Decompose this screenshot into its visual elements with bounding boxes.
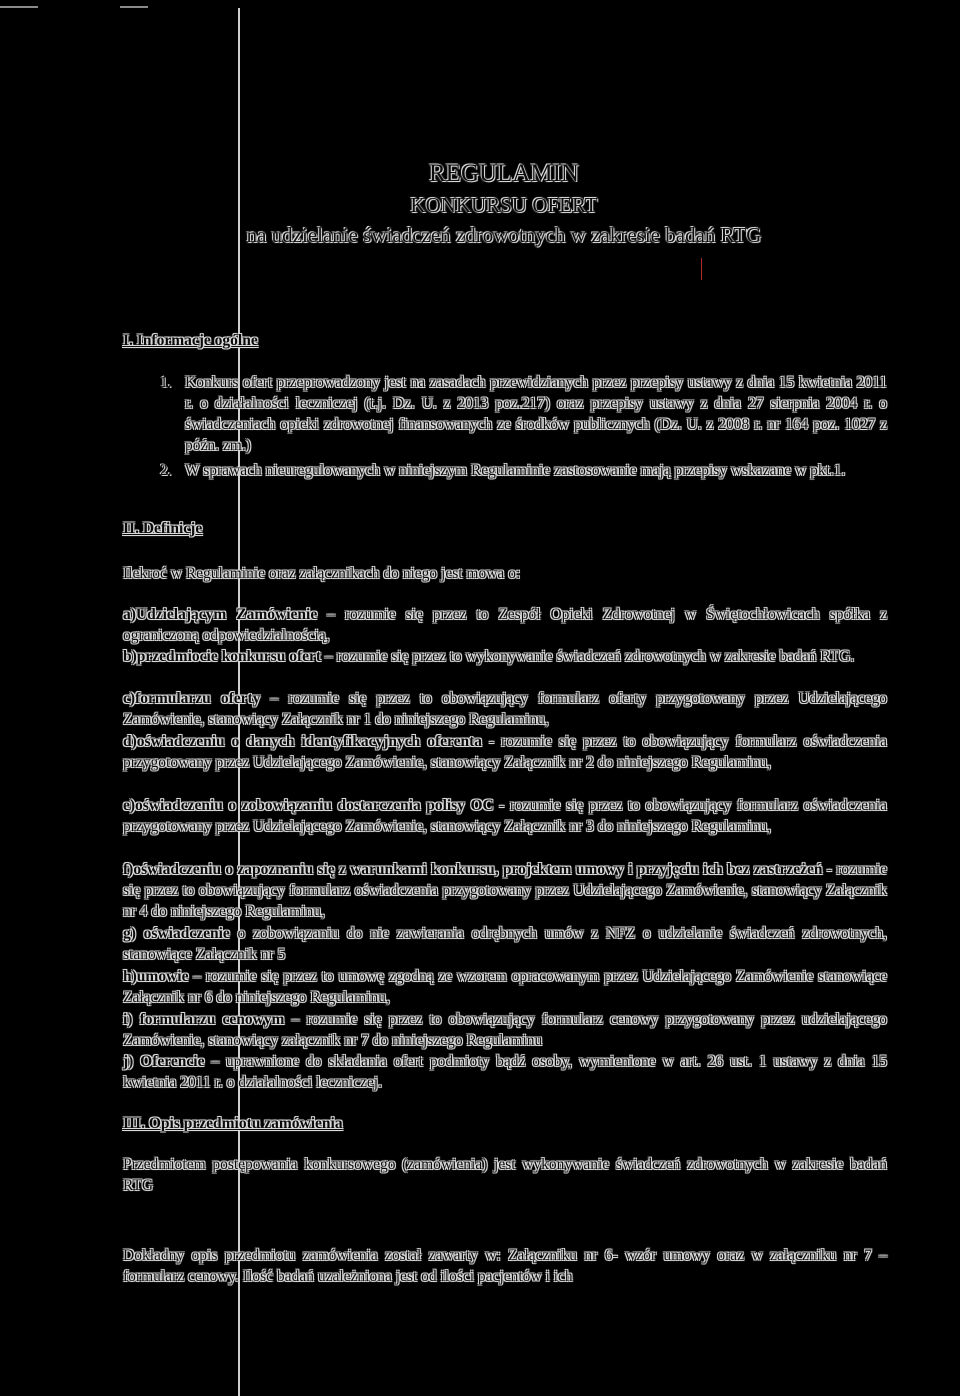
section3-paragraph-2: Dokładny opis przedmiotu zamówienia został zawarty w: Załączniku nr 6- wzór umowy oraz w załączniku nr 7 – formularz cenowy. Ilość badań uzależniona jest od ilości pacjentów i ich	[123, 1247, 887, 1285]
definition-term: d)oświadczeniu o danych identyfikacyjnych oferenta	[123, 733, 483, 750]
definition-text: - rozumie się przez to obowiązujący formularz oświadczenia przygotowany przez Udzielającego Zamówienie, stanowiący Załącznik nr 4 do niniejszego Regulaminu,	[123, 861, 888, 920]
title-block	[0, 158, 960, 250]
item-number: 1.	[160, 374, 172, 391]
definition-text: o zobowiązaniu do nie zawierania odrębnych umów z NFZ o udzielanie świadczeń zdrowotnych, stanowiące Załącznik nr 5	[123, 925, 887, 963]
definition-text: – uprawnione do składania ofert podmioty bądź osoby, wymienione w art. 26 ust. 1 ustawy z dnia 15 kwietnia 2011 r. o działalności leczniczej.	[123, 1053, 887, 1091]
section-heading-3: III. Opis przedmiotu zamówienia	[123, 1115, 343, 1132]
definition-text: – rozumie się przez to obowiązujący formularz cenowy przygotowany przez udzielającego Zamówienie, stanowiący załącznik nr 7 do niniejszego Regulaminu	[123, 1011, 887, 1049]
definition-c	[123, 688, 887, 730]
definition-text: – rozumie się przez to umowę zgodną ze wzorem opracowanym przez Udzielającego Zamówienie stanowiące Załącznik nr 6 do niniejszego Regulaminu,	[123, 968, 887, 1006]
document-title: REGULAMIN	[429, 160, 579, 187]
definition-h	[123, 966, 887, 1008]
section-heading-1: I. Informacje ogólne	[123, 332, 258, 349]
definition-term: c)formularzu oferty	[123, 690, 261, 707]
definition-text: - rozumie się przez to obowiązujący formularz oświadczenia przygotowany przez Udzielającego Zamówienie, stanowiący Załącznik nr 2 do niniejszego Regulaminu,	[123, 733, 887, 771]
definition-a	[123, 604, 887, 646]
definition-text: - rozumie się przez to obowiązujący formularz oświadczenia przygotowany przez Udzielającego Zamówienie, stanowiący Załącznik nr 3 do niniejszego Regulaminu,	[123, 797, 887, 835]
definition-term: j) Oferencie	[123, 1053, 205, 1070]
scan-mark	[120, 6, 148, 8]
definition-i	[123, 1009, 887, 1051]
scan-mark	[0, 6, 38, 8]
document-subtitle-scope: na udzielanie świadczeń zdrowotnych w zakresie badań RTG	[246, 223, 762, 247]
definition-term: f)oświadczeniu o zapoznaniu się z warunkami konkursu, projektem umowy i przyjęciu ich bez zastrzeżeń	[123, 861, 823, 878]
item-number: 2.	[160, 462, 172, 479]
scan-red-mark	[701, 258, 702, 280]
section1-item-2: W sprawach nieuregulowanych w niniejszym Regulaminie zastosowanie mają przepisy wskazane w pkt.1.	[185, 462, 846, 479]
definition-term: a)Udzielającym Zamówienie	[123, 606, 318, 623]
definition-g	[123, 923, 887, 965]
definition-term: g) oświadczenie	[123, 925, 230, 942]
definition-j	[123, 1051, 887, 1093]
document-subtitle: KONKURSU OFERT	[410, 193, 598, 217]
definition-term: b)przedmiocie konkursu ofert	[123, 648, 322, 665]
definitions-intro: Ilekroć w Regulaminie oraz załącznikach do niego jest mowa o:	[123, 565, 521, 582]
definition-e	[123, 795, 887, 837]
definition-f	[123, 859, 887, 922]
definition-b	[123, 646, 887, 667]
definition-text: – rozumie się przez to obowiązujący formularz oferty przygotowany przez Udzielającego Zamówienie, stanowiący Załącznik nr 1 do niniejszego Regulaminu,	[123, 690, 887, 728]
section3-paragraph-1: Przedmiotem postępowania konkursowego (zamówienia) jest wykonywanie świadczeń zdrowotnych w zakresie badań RTG	[123, 1156, 887, 1194]
definition-text: – rozumie się przez to Zespół Opieki Zdrowotnej w Świętochłowicach spółka z ograniczoną odpowiedzialnością,	[123, 606, 887, 644]
definition-term: i) formularzu cenowym	[123, 1011, 285, 1028]
section-heading-2: II. Definicje	[123, 520, 203, 537]
definition-d	[123, 731, 887, 773]
definition-term: h)umowie	[123, 968, 189, 985]
section1-item-1: Konkurs ofert przeprowadzony jest na zasadach przewidzianych przez przepisy ustawy z dnia 15 kwietnia 2011 r. o działalności leczniczej (t.j. Dz. U. z 2013 poz.217) oraz przepisy ustawy z dnia 27 sierpnia 2004 r. o świadczeniach opieki zdrowotnej finansowanych ze środków publicznych (Dz. U. z 2008 r. nr 164 poz. 1027 z późn. zm.)	[185, 374, 887, 454]
definition-text: – rozumie się przez to wykonywanie świadczeń zdrowotnych w zakresie badań RTG.	[321, 648, 855, 665]
definition-term: e)oświadczeniu o zobowiązaniu dostarczenia polisy OC	[123, 797, 494, 814]
